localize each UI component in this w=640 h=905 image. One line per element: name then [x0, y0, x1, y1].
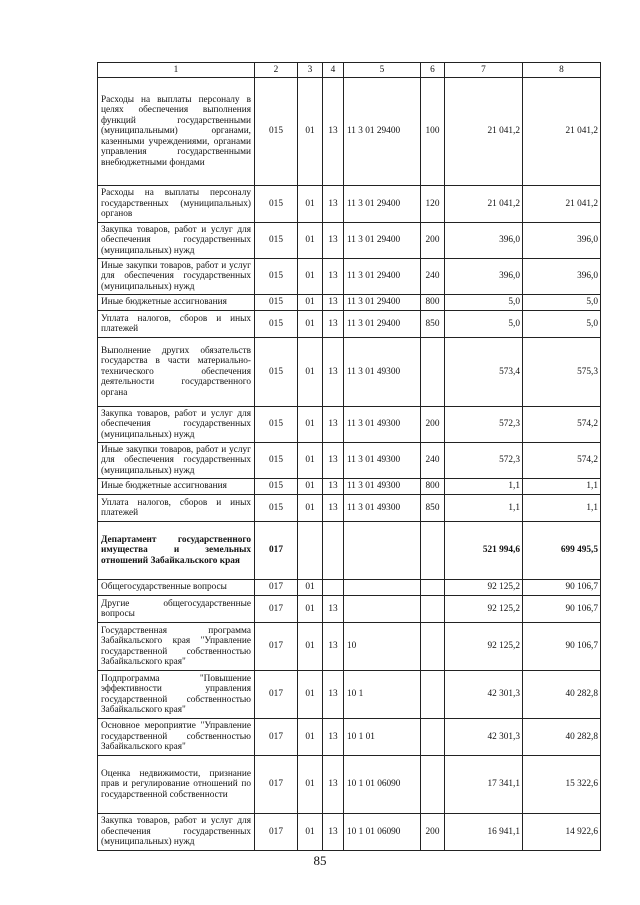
cell-rz: 01 [298, 719, 323, 756]
column-header: 6 [421, 63, 445, 78]
cell-rz: 01 [298, 311, 323, 338]
cell-ved: 015 [255, 259, 298, 295]
row-name: Расходы на выплаты персоналу в целях обеспечения выполнения функций государственными (муниципальными) органами, казенными учреждениями, органами управления государственными внебюджетными фондами [98, 78, 255, 186]
cell-sum-1: 16 941,1 [445, 814, 523, 851]
row-name: Основное мероприятие "Управление государственной собственностью Забайкальского края" [98, 719, 255, 756]
cell-csr [344, 596, 421, 623]
cell-pr: 13 [323, 78, 344, 186]
cell-pr: 13 [323, 756, 344, 814]
row-name: Иные бюджетные ассигнования [98, 295, 255, 311]
row-name: Департамент государственного имущества и земельных отношений Забайкальского края [98, 522, 255, 580]
cell-csr: 11 3 01 29400 [344, 78, 421, 186]
cell-csr: 10 1 [344, 671, 421, 719]
cell-sum-1: 572,3 [445, 443, 523, 479]
table-body [98, 63, 601, 851]
cell-sum-1: 42 301,3 [445, 719, 523, 756]
cell-csr: 11 3 01 29400 [344, 223, 421, 259]
cell-ved: 015 [255, 186, 298, 223]
row-name: Общегосударственные вопросы [98, 580, 255, 596]
cell-sum-2: 90 106,7 [523, 596, 601, 623]
cell-csr: 10 1 01 06090 [344, 756, 421, 814]
cell-sum-2: 15 322,6 [523, 756, 601, 814]
column-header: 8 [523, 63, 601, 78]
cell-vr [421, 596, 445, 623]
cell-ved: 015 [255, 443, 298, 479]
row-name: Подпрограмма "Повышение эффективности управления государственной собственностью Забайкальского края" [98, 671, 255, 719]
cell-rz: 01 [298, 756, 323, 814]
cell-ved: 015 [255, 495, 298, 522]
cell-rz: 01 [298, 443, 323, 479]
cell-csr: 11 3 01 49300 [344, 479, 421, 495]
table-row [98, 495, 601, 522]
cell-rz: 01 [298, 596, 323, 623]
cell-rz: 01 [298, 295, 323, 311]
cell-pr [323, 580, 344, 596]
table-row [98, 479, 601, 495]
cell-rz: 01 [298, 623, 323, 671]
cell-pr: 13 [323, 719, 344, 756]
cell-ved: 017 [255, 756, 298, 814]
cell-ved: 015 [255, 479, 298, 495]
cell-pr: 13 [323, 814, 344, 851]
cell-sum-2: 1,1 [523, 495, 601, 522]
cell-vr: 240 [421, 259, 445, 295]
cell-rz: 01 [298, 78, 323, 186]
cell-ved: 015 [255, 338, 298, 407]
cell-ved: 017 [255, 580, 298, 596]
cell-sum-2: 40 282,8 [523, 671, 601, 719]
cell-rz: 01 [298, 479, 323, 495]
table-row [98, 756, 601, 814]
cell-rz: 01 [298, 814, 323, 851]
cell-rz: 01 [298, 671, 323, 719]
cell-sum-2: 21 041,2 [523, 186, 601, 223]
cell-pr: 13 [323, 596, 344, 623]
table-row [98, 295, 601, 311]
cell-pr: 13 [323, 479, 344, 495]
cell-ved: 017 [255, 596, 298, 623]
cell-pr: 13 [323, 223, 344, 259]
cell-sum-2: 21 041,2 [523, 78, 601, 186]
cell-sum-1: 92 125,2 [445, 596, 523, 623]
cell-csr: 10 [344, 623, 421, 671]
table-row [98, 580, 601, 596]
cell-sum-2: 14 922,6 [523, 814, 601, 851]
cell-vr [421, 719, 445, 756]
cell-sum-2: 396,0 [523, 223, 601, 259]
budget-table [97, 62, 601, 851]
row-name: Выполнение других обязательств государства в части материально-технического обеспечения деятельности государственного органа [98, 338, 255, 407]
row-name: Уплата налогов, сборов и иных платежей [98, 495, 255, 522]
cell-ved: 015 [255, 295, 298, 311]
cell-vr: 200 [421, 223, 445, 259]
table-row [98, 311, 601, 338]
cell-pr: 13 [323, 259, 344, 295]
cell-sum-1: 17 341,1 [445, 756, 523, 814]
cell-rz: 01 [298, 186, 323, 223]
table-row [98, 78, 601, 186]
cell-sum-1: 21 041,2 [445, 186, 523, 223]
column-header: 5 [344, 63, 421, 78]
cell-vr: 100 [421, 78, 445, 186]
cell-csr: 10 1 01 [344, 719, 421, 756]
cell-sum-1: 5,0 [445, 311, 523, 338]
cell-csr: 11 3 01 29400 [344, 311, 421, 338]
cell-csr: 11 3 01 49300 [344, 443, 421, 479]
row-name: Расходы на выплаты персоналу государственных (муниципальных) органов [98, 186, 255, 223]
cell-sum-2: 574,2 [523, 407, 601, 443]
cell-csr: 11 3 01 49300 [344, 407, 421, 443]
cell-csr: 11 3 01 49300 [344, 338, 421, 407]
cell-ved: 015 [255, 223, 298, 259]
cell-sum-1: 396,0 [445, 259, 523, 295]
cell-sum-1: 21 041,2 [445, 78, 523, 186]
table-row [98, 259, 601, 295]
table-row [98, 814, 601, 851]
cell-rz: 01 [298, 259, 323, 295]
cell-csr: 10 1 01 06090 [344, 814, 421, 851]
cell-vr: 120 [421, 186, 445, 223]
cell-pr: 13 [323, 671, 344, 719]
cell-rz: 01 [298, 495, 323, 522]
cell-sum-1: 396,0 [445, 223, 523, 259]
row-name: Иные закупки товаров, работ и услуг для обеспечения государственных (муниципальных) нужд [98, 259, 255, 295]
cell-sum-1: 521 994,6 [445, 522, 523, 580]
cell-pr: 13 [323, 443, 344, 479]
cell-pr: 13 [323, 338, 344, 407]
cell-sum-2: 90 106,7 [523, 580, 601, 596]
cell-ved: 017 [255, 719, 298, 756]
cell-ved: 017 [255, 522, 298, 580]
table-row [98, 338, 601, 407]
table-row [98, 596, 601, 623]
table-row [98, 443, 601, 479]
cell-sum-2: 699 495,5 [523, 522, 601, 580]
cell-ved: 015 [255, 78, 298, 186]
table-row [98, 223, 601, 259]
cell-ved: 017 [255, 623, 298, 671]
cell-sum-2: 574,2 [523, 443, 601, 479]
cell-vr: 800 [421, 295, 445, 311]
cell-pr: 13 [323, 623, 344, 671]
cell-vr [421, 338, 445, 407]
cell-pr: 13 [323, 495, 344, 522]
row-name: Другие общегосударственные вопросы [98, 596, 255, 623]
cell-sum-1: 5,0 [445, 295, 523, 311]
cell-ved: 015 [255, 407, 298, 443]
cell-sum-1: 573,4 [445, 338, 523, 407]
cell-csr: 11 3 01 29400 [344, 186, 421, 223]
row-name: Закупка товаров, работ и услуг для обеспечения государственных (муниципальных) нужд [98, 407, 255, 443]
cell-csr [344, 580, 421, 596]
cell-sum-1: 572,3 [445, 407, 523, 443]
cell-sum-2: 40 282,8 [523, 719, 601, 756]
cell-csr: 11 3 01 29400 [344, 259, 421, 295]
row-name: Оценка недвижимости, признание прав и регулирование отношений по государственной собственности [98, 756, 255, 814]
cell-vr [421, 522, 445, 580]
cell-vr: 850 [421, 311, 445, 338]
cell-vr: 850 [421, 495, 445, 522]
cell-rz: 01 [298, 407, 323, 443]
row-name: Уплата налогов, сборов и иных платежей [98, 311, 255, 338]
cell-sum-1: 1,1 [445, 495, 523, 522]
cell-vr [421, 580, 445, 596]
cell-pr [323, 522, 344, 580]
cell-csr: 11 3 01 49300 [344, 495, 421, 522]
table-row [98, 623, 601, 671]
row-name: Закупка товаров, работ и услуг для обеспечения государственных (муниципальных) нужд [98, 814, 255, 851]
cell-sum-1: 92 125,2 [445, 623, 523, 671]
column-header: 3 [298, 63, 323, 78]
row-name: Государственная программа Забайкальского края "Управление государственной собственностью Забайкальского края" [98, 623, 255, 671]
cell-ved: 017 [255, 814, 298, 851]
cell-sum-2: 396,0 [523, 259, 601, 295]
cell-pr: 13 [323, 186, 344, 223]
column-header: 7 [445, 63, 523, 78]
row-name: Иные закупки товаров, работ и услуг для обеспечения государственных (муниципальных) нужд [98, 443, 255, 479]
cell-sum-2: 5,0 [523, 295, 601, 311]
cell-vr [421, 623, 445, 671]
cell-ved: 015 [255, 311, 298, 338]
table-header-row [98, 63, 601, 78]
table-row [98, 719, 601, 756]
cell-sum-1: 92 125,2 [445, 580, 523, 596]
row-name: Иные бюджетные ассигнования [98, 479, 255, 495]
column-header: 1 [98, 63, 255, 78]
cell-rz: 01 [298, 223, 323, 259]
cell-pr: 13 [323, 407, 344, 443]
cell-sum-2: 5,0 [523, 311, 601, 338]
cell-rz [298, 522, 323, 580]
cell-sum-2: 90 106,7 [523, 623, 601, 671]
cell-pr: 13 [323, 295, 344, 311]
cell-vr: 200 [421, 814, 445, 851]
cell-sum-1: 1,1 [445, 479, 523, 495]
page-number: 85 [313, 853, 327, 868]
cell-rz: 01 [298, 338, 323, 407]
cell-vr: 800 [421, 479, 445, 495]
table-row [98, 186, 601, 223]
cell-rz: 01 [298, 580, 323, 596]
cell-vr [421, 671, 445, 719]
table-row [98, 522, 601, 580]
cell-ved: 017 [255, 671, 298, 719]
cell-sum-1: 42 301,3 [445, 671, 523, 719]
cell-vr: 200 [421, 407, 445, 443]
column-header: 4 [323, 63, 344, 78]
column-header: 2 [255, 63, 298, 78]
cell-sum-2: 575,3 [523, 338, 601, 407]
cell-pr: 13 [323, 311, 344, 338]
table-row [98, 671, 601, 719]
table-row [98, 407, 601, 443]
cell-vr: 240 [421, 443, 445, 479]
cell-sum-2: 1,1 [523, 479, 601, 495]
cell-vr [421, 756, 445, 814]
cell-csr: 11 3 01 29400 [344, 295, 421, 311]
row-name: Закупка товаров, работ и услуг для обеспечения государственных (муниципальных) нужд [98, 223, 255, 259]
cell-csr [344, 522, 421, 580]
